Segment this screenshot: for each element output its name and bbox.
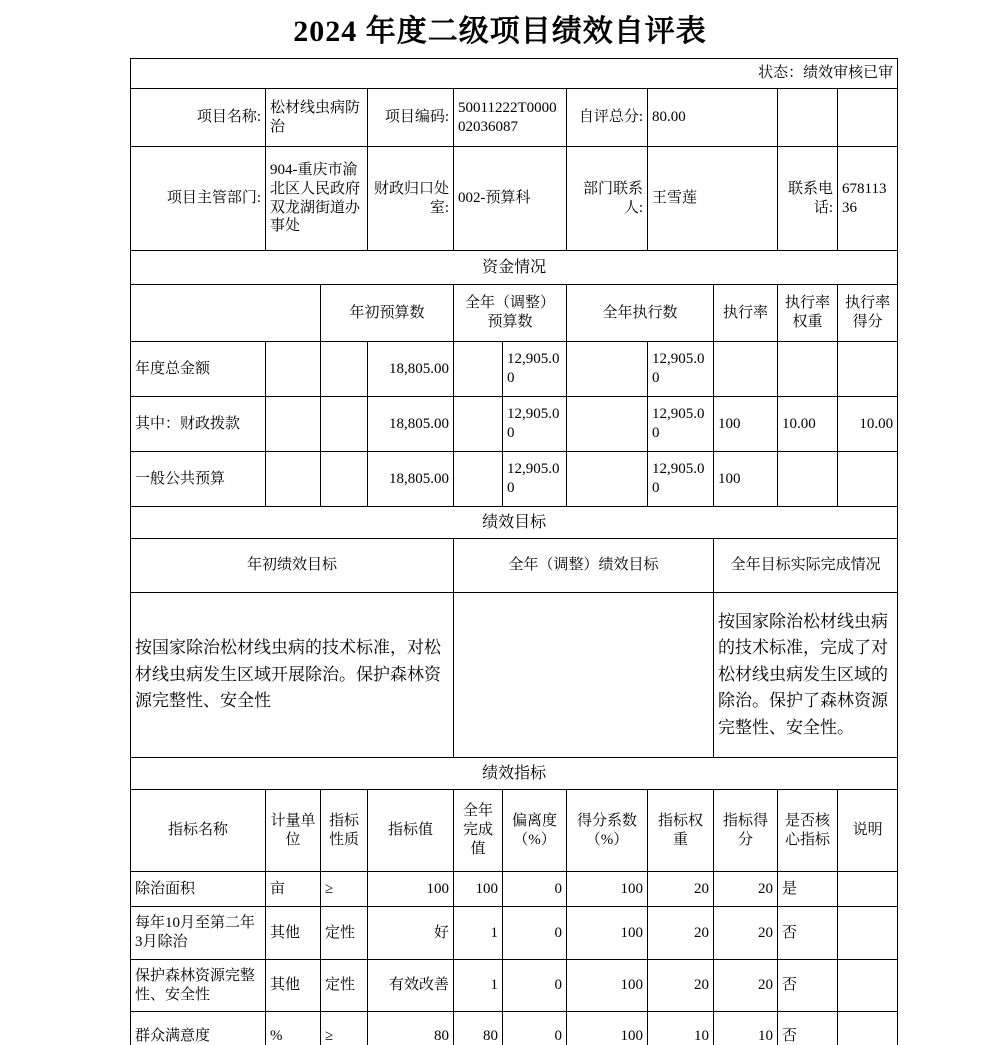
indicator-weight: 20 [648, 872, 714, 907]
adjusted-goal-text [454, 593, 714, 758]
goals-body-row [131, 593, 898, 758]
exec-rate-score-value: 10.00 [838, 397, 898, 452]
indicator-nature: ≥ [321, 872, 368, 907]
exec-rate-weight-value [778, 342, 838, 397]
indicator-score: 10 [714, 1012, 778, 1045]
indicator-core: 否 [778, 960, 838, 1012]
indicators-header-row [131, 790, 898, 872]
indicator-deviation: 0 [503, 1012, 567, 1045]
indicator-core: 否 [778, 1012, 838, 1045]
phone-label: 联系电话: [778, 147, 838, 251]
indicator-target: 有效改善 [368, 960, 454, 1012]
col-initial-goal: 年初绩效目标 [131, 539, 454, 593]
funding-section-row [131, 251, 898, 285]
empty-cell [838, 89, 898, 147]
indicator-target: 80 [368, 1012, 454, 1045]
self-score-value: 80.00 [648, 89, 778, 147]
exec-rate-value [714, 342, 778, 397]
indicator-core: 否 [778, 907, 838, 960]
empty-cell [131, 285, 321, 342]
indicator-name: 除治面积 [131, 872, 266, 907]
initial-budget-value: 18,805.00 [368, 452, 454, 507]
goals-section-title: 绩效目标 [131, 507, 898, 539]
empty-cell [567, 342, 648, 397]
empty-cell [454, 452, 503, 507]
col-weight: 指标权重 [648, 790, 714, 872]
status-row [131, 59, 898, 89]
executed-value: 12,905.00 [648, 452, 714, 507]
indicator-row [131, 960, 898, 1012]
empty-cell [321, 342, 368, 397]
empty-cell [266, 397, 321, 452]
col-unit: 计量单位 [266, 790, 321, 872]
indicator-name: 群众满意度 [131, 1012, 266, 1045]
col-initial-budget: 年初预算数 [321, 285, 454, 342]
indicator-weight: 20 [648, 907, 714, 960]
project-name-value: 松材线虫病防治 [266, 89, 368, 147]
project-code-value: 50011222T000002036087 [454, 89, 567, 147]
indicator-deviation: 0 [503, 960, 567, 1012]
indicator-completion: 1 [454, 907, 503, 960]
indicator-unit: 其他 [266, 960, 321, 1012]
indicator-target: 100 [368, 872, 454, 907]
indicator-remark [838, 907, 898, 960]
indicator-row [131, 1012, 898, 1045]
exec-rate-value: 100 [714, 452, 778, 507]
self-evaluation-table [130, 58, 898, 1045]
indicator-score: 20 [714, 907, 778, 960]
indicator-remark [838, 1012, 898, 1045]
indicator-name: 每年10月至第二年3月除治 [131, 907, 266, 960]
empty-cell [567, 452, 648, 507]
indicator-remark [838, 960, 898, 1012]
indicators-section-row [131, 758, 898, 790]
executed-value: 12,905.00 [648, 397, 714, 452]
project-code-label: 项目编码: [368, 89, 454, 147]
indicator-nature: 定性 [321, 907, 368, 960]
funding-row-fiscal [131, 397, 898, 452]
funding-row-total [131, 342, 898, 397]
indicator-row [131, 872, 898, 907]
col-exec-rate: 执行率 [714, 285, 778, 342]
empty-cell [567, 397, 648, 452]
initial-budget-value: 18,805.00 [368, 397, 454, 452]
indicator-deviation: 0 [503, 872, 567, 907]
exec-rate-score-value [838, 342, 898, 397]
indicator-score: 20 [714, 872, 778, 907]
col-target-value: 指标值 [368, 790, 454, 872]
indicators-section-title: 绩效指标 [131, 758, 898, 790]
indicator-weight: 20 [648, 960, 714, 1012]
self-score-label: 自评总分: [567, 89, 648, 147]
indicator-core: 是 [778, 872, 838, 907]
indicator-name: 保护森林资源完整性、安全性 [131, 960, 266, 1012]
indicator-target: 好 [368, 907, 454, 960]
funding-row-label: 其中：财政拨款 [131, 397, 266, 452]
funding-row-label: 一般公共预算 [131, 452, 266, 507]
finance-office-label: 财政归口处室: [368, 147, 454, 251]
indicator-coefficient: 100 [567, 960, 648, 1012]
project-info-row [131, 89, 898, 147]
col-nature: 指标性质 [321, 790, 368, 872]
empty-cell [266, 452, 321, 507]
col-executed: 全年执行数 [567, 285, 714, 342]
exec-rate-score-value [838, 452, 898, 507]
empty-cell [778, 89, 838, 147]
col-remark: 说明 [838, 790, 898, 872]
adjusted-budget-value: 12,905.00 [503, 397, 567, 452]
empty-cell [454, 342, 503, 397]
actual-completion-text: 按国家除治松材线虫病的技术标准，完成了对松材线虫病发生区域的除治。保护了森林资源完整性、安全性。 [714, 593, 898, 758]
col-score-coefficient: 得分系数（%） [567, 790, 648, 872]
funding-row-label: 年度总金额 [131, 342, 266, 397]
contact-label: 部门联系人: [567, 147, 648, 251]
indicator-coefficient: 100 [567, 907, 648, 960]
col-score: 指标得分 [714, 790, 778, 872]
funding-header-row [131, 285, 898, 342]
goals-section-row [131, 507, 898, 539]
status-text: 状态：绩效审核已审 [131, 59, 898, 89]
dept-label: 项目主管部门: [131, 147, 266, 251]
col-adjusted-goal: 全年（调整）绩效目标 [454, 539, 714, 593]
indicator-score: 20 [714, 960, 778, 1012]
exec-rate-weight-value: 10.00 [778, 397, 838, 452]
finance-office-value: 002-预算科 [454, 147, 567, 251]
executed-value: 12,905.00 [648, 342, 714, 397]
contact-value: 王雪莲 [648, 147, 778, 251]
indicator-coefficient: 100 [567, 1012, 648, 1045]
empty-cell [266, 342, 321, 397]
empty-cell [454, 397, 503, 452]
col-core-indicator: 是否核心指标 [778, 790, 838, 872]
col-exec-rate-weight: 执行率权重 [778, 285, 838, 342]
phone-value: 67811336 [838, 147, 898, 251]
exec-rate-value: 100 [714, 397, 778, 452]
indicator-remark [838, 872, 898, 907]
indicator-unit: 其他 [266, 907, 321, 960]
goals-header-row [131, 539, 898, 593]
indicator-row [131, 907, 898, 960]
initial-goal-text: 按国家除治松材线虫病的技术标准，对松材线虫病发生区域开展除治。保护森林资源完整性、安全性 [131, 593, 454, 758]
indicator-completion: 100 [454, 872, 503, 907]
funding-section-title: 资金情况 [131, 251, 898, 285]
empty-cell [321, 452, 368, 507]
funding-row-public-budget [131, 452, 898, 507]
indicator-coefficient: 100 [567, 872, 648, 907]
indicator-deviation: 0 [503, 907, 567, 960]
adjusted-budget-value: 12,905.00 [503, 342, 567, 397]
initial-budget-value: 18,805.00 [368, 342, 454, 397]
col-actual-completion: 全年目标实际完成情况 [714, 539, 898, 593]
indicator-completion: 80 [454, 1012, 503, 1045]
col-deviation: 偏离度（%） [503, 790, 567, 872]
indicator-unit: 亩 [266, 872, 321, 907]
col-year-completion: 全年完成值 [454, 790, 503, 872]
department-info-row [131, 147, 898, 251]
project-name-label: 项目名称: [131, 89, 266, 147]
indicator-nature: 定性 [321, 960, 368, 1012]
col-exec-rate-score: 执行率得分 [838, 285, 898, 342]
page-title: 2024 年度二级项目绩效自评表 [293, 15, 707, 48]
dept-value: 904-重庆市渝北区人民政府双龙湖街道办事处 [266, 147, 368, 251]
adjusted-budget-value: 12,905.00 [503, 452, 567, 507]
indicator-completion: 1 [454, 960, 503, 1012]
col-indicator-name: 指标名称 [131, 790, 266, 872]
indicator-unit: % [266, 1012, 321, 1045]
indicator-weight: 10 [648, 1012, 714, 1045]
exec-rate-weight-value [778, 452, 838, 507]
indicator-nature: ≥ [321, 1012, 368, 1045]
col-adjusted-budget: 全年（调整）预算数 [454, 285, 567, 342]
empty-cell [321, 397, 368, 452]
